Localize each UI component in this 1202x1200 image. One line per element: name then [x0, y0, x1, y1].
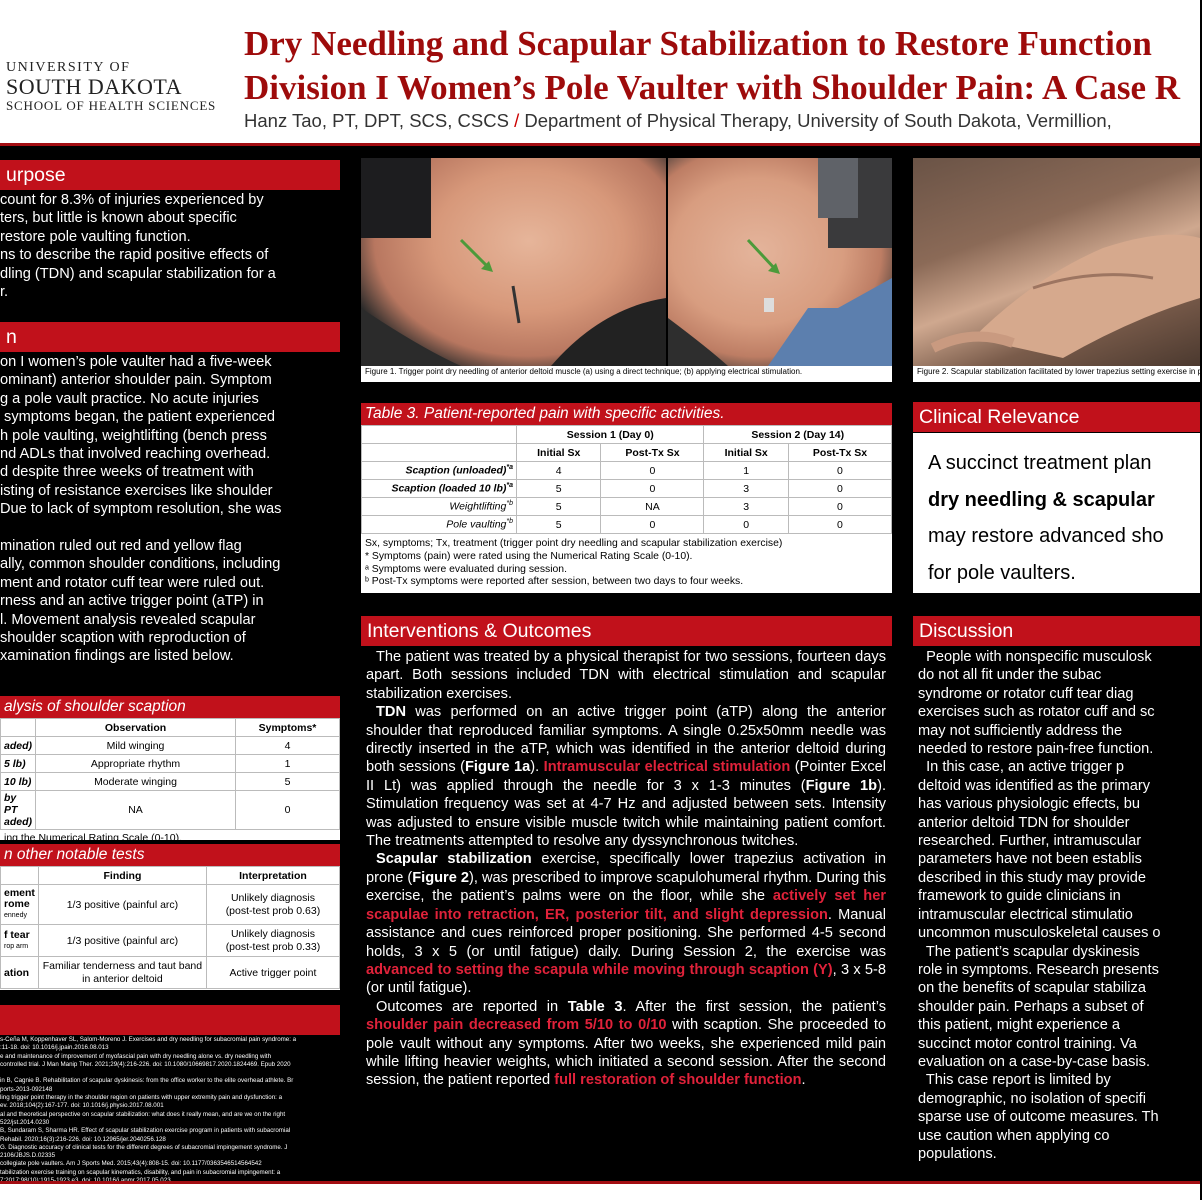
header-divider	[0, 143, 1200, 146]
text-line: populations.	[918, 1145, 997, 1162]
text-line: use caution when applying co	[918, 1127, 1110, 1144]
text-line: xamination findings are listed below.	[0, 648, 234, 665]
figure-1b-overlay	[668, 158, 892, 366]
clinical-line-3: may restore advanced sho	[928, 525, 1164, 547]
text-line: shoulder pain. Perhaps a subset of	[918, 998, 1144, 1015]
purpose-text	[0, 191, 336, 306]
text-line: on the benefits of scapular stabiliza	[918, 980, 1146, 997]
text-line: dling (TDN) and scapular stabilization for a	[0, 265, 276, 282]
table3-session-1: Session 1 (Day 0)	[517, 426, 704, 444]
interventions-paragraph-1: The patient was treated by a physical therapist for two sessions, fourteen days apart. Both sessions included TDN with electrical stimulation and scapular stabilization exercises.	[366, 649, 886, 702]
figure-1a-photo	[361, 158, 666, 366]
text-line: exercises such as rotator cuff and sc	[918, 704, 1155, 721]
text-line: nd ADLs that involved reaching overhead.	[0, 446, 271, 463]
text-line: d despite three weeks of treatment with	[0, 464, 254, 481]
table3-note-line: * Symptoms (pain) were rated using the Numerical Rating Scale (0-10).	[365, 550, 693, 562]
title-line-1: Dry Needling and Scapular Stabilization to Restore Function	[244, 24, 1152, 63]
reference-line: :11-18. doi: 10.1016/j.jpain.2016.08.013	[0, 1044, 109, 1052]
clinical-line-2: dry needling & scapular	[928, 488, 1155, 511]
clinical-line-4: for pole vaulters.	[928, 561, 1076, 584]
clinical-line-1: A succinct treatment plan	[928, 452, 1152, 474]
text-line: may not sufficiently address the	[918, 722, 1123, 739]
table3-note-line: ᵃ Symptoms were evaluated during session.	[365, 563, 567, 575]
discussion-heading: Discussion	[913, 616, 1200, 646]
text-line: isting of resistance exercises like shoulder	[0, 482, 273, 499]
figure-2-caption: Figure 2. Scapular stabilization facilitated by lower trapezius setting exercise in p	[913, 366, 1200, 382]
table-row: Weightlifting$^{*b}$ 5 NA 3 0	[362, 498, 892, 516]
text-line: g a pole vault practice. No acute injuries	[0, 390, 259, 407]
table-row: 5 lb) Appropriate rhythm 1	[1, 755, 340, 773]
table1-heading: alysis of shoulder scaption	[0, 696, 340, 718]
table-row: by PT aded) NA 0	[1, 791, 340, 830]
logo-line-2: SOUTH DAKOTA	[6, 74, 182, 99]
table-row: ement rome ennedy 1/3 positive (painful arc) Unlikely diagnosis (post-test prob 0.63)	[1, 885, 340, 925]
text-line: syndrome or rotator cuff tear diag	[918, 685, 1134, 702]
text-line: succinct motor control training. Va	[918, 1035, 1137, 1052]
text-line: l. Movement analysis revealed scapular	[0, 611, 256, 628]
text-line: deltoid was identified as the primary	[918, 777, 1150, 794]
table1-note: ing the Numerical Rating Scale (0-10).	[4, 832, 182, 844]
interventions-heading: Interventions & Outcomes	[361, 616, 892, 646]
author-separator: /	[514, 110, 520, 131]
case-description-text	[0, 353, 336, 673]
reference-line: G. Diagnostic accuracy of clinical tests for the different degrees of subacromial impingement syndrome. J	[0, 1143, 288, 1151]
figure-1-caption: Figure 1. Trigger point dry needling of anterior deltoid muscle (a) using a direct technique; (b) applying electrical stimulation.	[361, 366, 892, 382]
text-line: ns to describe the rapid positive effects of	[0, 247, 269, 264]
table-row: Scaption (loaded 10 lb)$^{*a}$ 5 0 3 0	[362, 480, 892, 498]
text-line: r.	[0, 284, 9, 301]
reference-line: ports-2013-092148	[0, 1085, 53, 1093]
text-line: h pole vaulting, weightlifting (bench press	[0, 427, 267, 444]
table2-panel	[0, 866, 340, 990]
text-line: ters, but little is known about specific	[0, 210, 237, 227]
reference-line: collegiate pole vaulters. Am J Sports Med. 2015;43(4):808-15. doi: 10.1177/0363546514564542	[0, 1160, 262, 1168]
table3: Session 1 (Day 0) Session 2 (Day 14) Initial Sx Post-Tx Sx Initial Sx Post-Tx Sx Scaption (unloaded)$^{*a}$ 4 0 1 0 Scaption (loaded 10 lb)$^{*a}$ 5 0 3 0 Weightlifting$^{*b}$ 5 NA 3 0 Pole vaulting$^{*b}$ 5 0 0 0	[361, 425, 892, 534]
text-line: framework to guide clinicians in	[918, 888, 1121, 905]
reference-line: controlled trial. J Man Manip Ther. 2021;29(4):216-226. doi: 10.1080/10669817.2020.1824469. Epub 2020	[0, 1060, 291, 1068]
text-line: restore pole vaulting function.	[0, 228, 191, 245]
reference-line: s-Ceña M, Koppenhaver SL, Salom-Moreno J. Exercises and dry needling for subacromial pain syndrome: a	[0, 1036, 297, 1043]
text-line: ment and rotator cuff tear were ruled out.	[0, 574, 265, 591]
reference-line: 522/jst.2014.0230	[0, 1118, 50, 1126]
table2-col-interpretation: Interpretation	[206, 867, 339, 885]
figure-2-photo	[913, 158, 1200, 366]
figure-1a-overlay	[361, 158, 666, 366]
table2-col-finding: Finding	[38, 867, 206, 885]
logo-line-3: SCHOOL OF HEALTH SCIENCES	[6, 98, 217, 113]
text-line: count for 8.3% of injuries experienced by	[0, 192, 264, 208]
university-logo	[6, 60, 226, 114]
interventions-paragraph-4: Outcomes are reported in Table 3. After the first session, the patient’s shoulder pain decreased from 5/10 to 0/10 with scaption. She proceeded to pole vault without any symptoms. After two weeks, she experienced mild pain while lifting heavier weights, which initiated a second session. After the second session, the patient reported full restoration of shoulder function.	[366, 998, 887, 1089]
table3-note-line: ᵇ Post-Tx symptoms were reported after session, between two days to four weeks.	[365, 576, 744, 588]
author-line	[244, 110, 1112, 132]
table1-col-observation: Observation	[36, 719, 236, 737]
text-line: demographic, no isolation of specifi	[918, 1090, 1146, 1107]
reference-line: al and theoretical perspective on scapular stabilization: what does it really mean, and are we on the right	[0, 1110, 286, 1118]
clinical-relevance-heading: Clinical Relevance	[913, 402, 1200, 432]
table2-heading: n other notable tests	[0, 844, 340, 866]
clinical-relevance-panel	[913, 433, 1200, 593]
reference-line: ling trigger point therapy in the shoulder region on patients with upper extremity pain and dysfunction: a	[0, 1094, 283, 1102]
table3-note-line: Sx, symptoms; Tx, treatment (trigger point dry needling and scapular stabilization exercise)	[365, 538, 783, 549]
table3-panel	[361, 425, 892, 593]
table2	[0, 866, 340, 989]
table-row: Pole vaulting$^{*b}$ 5 0 0 0	[362, 516, 892, 534]
text-line: evaluation on a case-by-case basis.	[918, 1053, 1151, 1070]
text-line: ominant) anterior shoulder pain. Symptom	[0, 372, 272, 389]
author-affiliation: Department of Physical Therapy, University of South Dakota, Vermillion,	[524, 110, 1112, 131]
text-line: described in this study may provide	[918, 869, 1146, 886]
text-line: role in symptoms. Research presents	[918, 961, 1159, 978]
text-line: has various physiologic effects, bu	[918, 796, 1141, 813]
text-line: uncommon musculoskeletal causes o	[918, 925, 1161, 942]
text-line: rness and an active trigger point (aTP) in	[0, 593, 264, 610]
table1-col-symptoms: Symptoms*	[236, 719, 340, 737]
table-row: Scaption (unloaded)$^{*a}$ 4 0 1 0	[362, 462, 892, 480]
text-line: symptoms began, the patient experienced	[0, 409, 276, 426]
logo-line-1: UNIVERSITY OF	[6, 60, 131, 75]
discussion-text	[918, 648, 1200, 1168]
poster-header	[0, 0, 1200, 145]
reference-line: B, Sundaram S, Sharma HR. Effect of scapular stabilization exercise program in patients with subacromial	[0, 1127, 291, 1135]
text-line: needed to restore pain-free function.	[918, 741, 1154, 758]
text-line: parameters have not been establis	[918, 851, 1142, 868]
references-text	[0, 1036, 336, 1178]
reference-line: Rehabil. 2020;16(3):216-226. doi: 10.12965/jer.2040256.128	[0, 1135, 166, 1143]
text-line: researched. Further, intramuscular	[918, 833, 1142, 850]
table-row: aded) Mild winging 4	[1, 737, 340, 755]
text-line: sparse use of outcome measures. Th	[918, 1109, 1159, 1126]
text-line	[0, 519, 336, 537]
footer-band	[0, 1184, 1200, 1200]
reference-line: e and maintenance of improvement of myofascial pain with dry needling alone vs. dry needling with	[0, 1052, 272, 1060]
text-line: The patient’s scapular dyskinesis	[918, 943, 1140, 960]
interventions-paragraph-2: TDN was performed on an active trigger point (aTP) along the anterior shoulder that reproduced familiar symptoms. A single 0.25x50mm needle was directly inserted in the aTP, which was identified in the anterior deltoid during both sessions (Figure 1a). Intramuscular electrical stimulation (Pointer Excel II Lt) was applied through the needle for 3 x 1-3 minutes (Figure 1b). Stimulation frequency was set at 4-7 Hz and adjusted between sets. Intensity was adjusted to ensure visible muscle twitch while maintaining patient comfort. The treatments attempted to resolve any dyssynchronous twitches.	[366, 704, 886, 850]
poster-title	[244, 22, 1180, 110]
purpose-heading: urpose	[0, 160, 340, 190]
text-line: this patient, might experience a	[918, 1017, 1120, 1034]
interventions-text	[366, 648, 886, 1168]
text-line: In this case, an active trigger p	[918, 759, 1125, 776]
table-row: 10 lb) Moderate winging 5	[1, 773, 340, 791]
table3-heading: Table 3. Patient-reported pain with specific activities.	[361, 403, 892, 425]
text-line: intramuscular electrical stimulatio	[918, 906, 1133, 923]
reference-line: in B, Cagnie B. Rehabilitation of scapular dyskinesis: from the office worker to the elite overhead athlete. Br	[0, 1077, 294, 1085]
table1	[0, 718, 340, 830]
table-row: ation Familiar tenderness and taut band in anterior deltoid Active trigger point	[1, 957, 340, 989]
text-line: anterior deltoid TDN for shoulder	[918, 814, 1130, 831]
text-line: on I women’s pole vaulter had a five-week	[0, 354, 272, 370]
text-line: ally, common shoulder conditions, including	[0, 556, 281, 573]
figure-1b-photo	[668, 158, 892, 366]
author-name: Hanz Tao, PT, DPT, SCS, CSCS	[244, 110, 509, 131]
reference-line: ev. 2018;104(2):167-177. doi: 10.1016/j.physio.2017.08.001	[0, 1102, 164, 1110]
table3-session-2: Session 2 (Day 14)	[704, 426, 892, 444]
text-line: mination ruled out red and yellow flag	[0, 538, 242, 555]
figure-2-overlay	[913, 158, 1200, 366]
title-line-2: Division I Women’s Pole Vaulter with Shoulder Pain: A Case R	[244, 68, 1181, 107]
references-heading	[0, 1005, 340, 1035]
table3-notes	[361, 534, 892, 591]
interventions-paragraph-3: Scapular stabilization exercise, specifically lower trapezius activation in prone (Figure 2), was prescribed to improve scapulohumeral rhythm. During this exercise, the patient’s palms were on the floor, while she actively set her scapulae into retraction, ER, posterior tilt, and slight depression. Manual assistance and cues reinforced proper positioning. She performed 4-5 second holds, 3 x 5 (or until fatigue) daily. During Session 2, the exercise was advanced to setting the scapula while moving through scaption (Y), 3 x 5-8 (or until fatigue).	[366, 851, 887, 997]
table-row: f tear rop arm 1/3 positive (painful arc) Unlikely diagnosis (post-test prob 0.33)	[1, 925, 340, 957]
text-line: People with nonspecific musculosk	[918, 649, 1152, 665]
text-line: This case report is limited by	[918, 1072, 1111, 1089]
text-line: do not all fit under the subac	[918, 667, 1102, 684]
text-line: Due to lack of symptom resolution, she was	[0, 501, 282, 518]
table1-panel	[0, 718, 340, 844]
text-line: shoulder scaption with reproduction of	[0, 630, 246, 647]
case-heading: n	[0, 322, 340, 352]
reference-line: tabilization exercise training on scapular kinematics, disability, and pain in subacromial impingement: a	[0, 1168, 281, 1176]
reference-line: 2106/JBJS.D.02335	[0, 1152, 56, 1160]
reference-line	[0, 1069, 336, 1077]
